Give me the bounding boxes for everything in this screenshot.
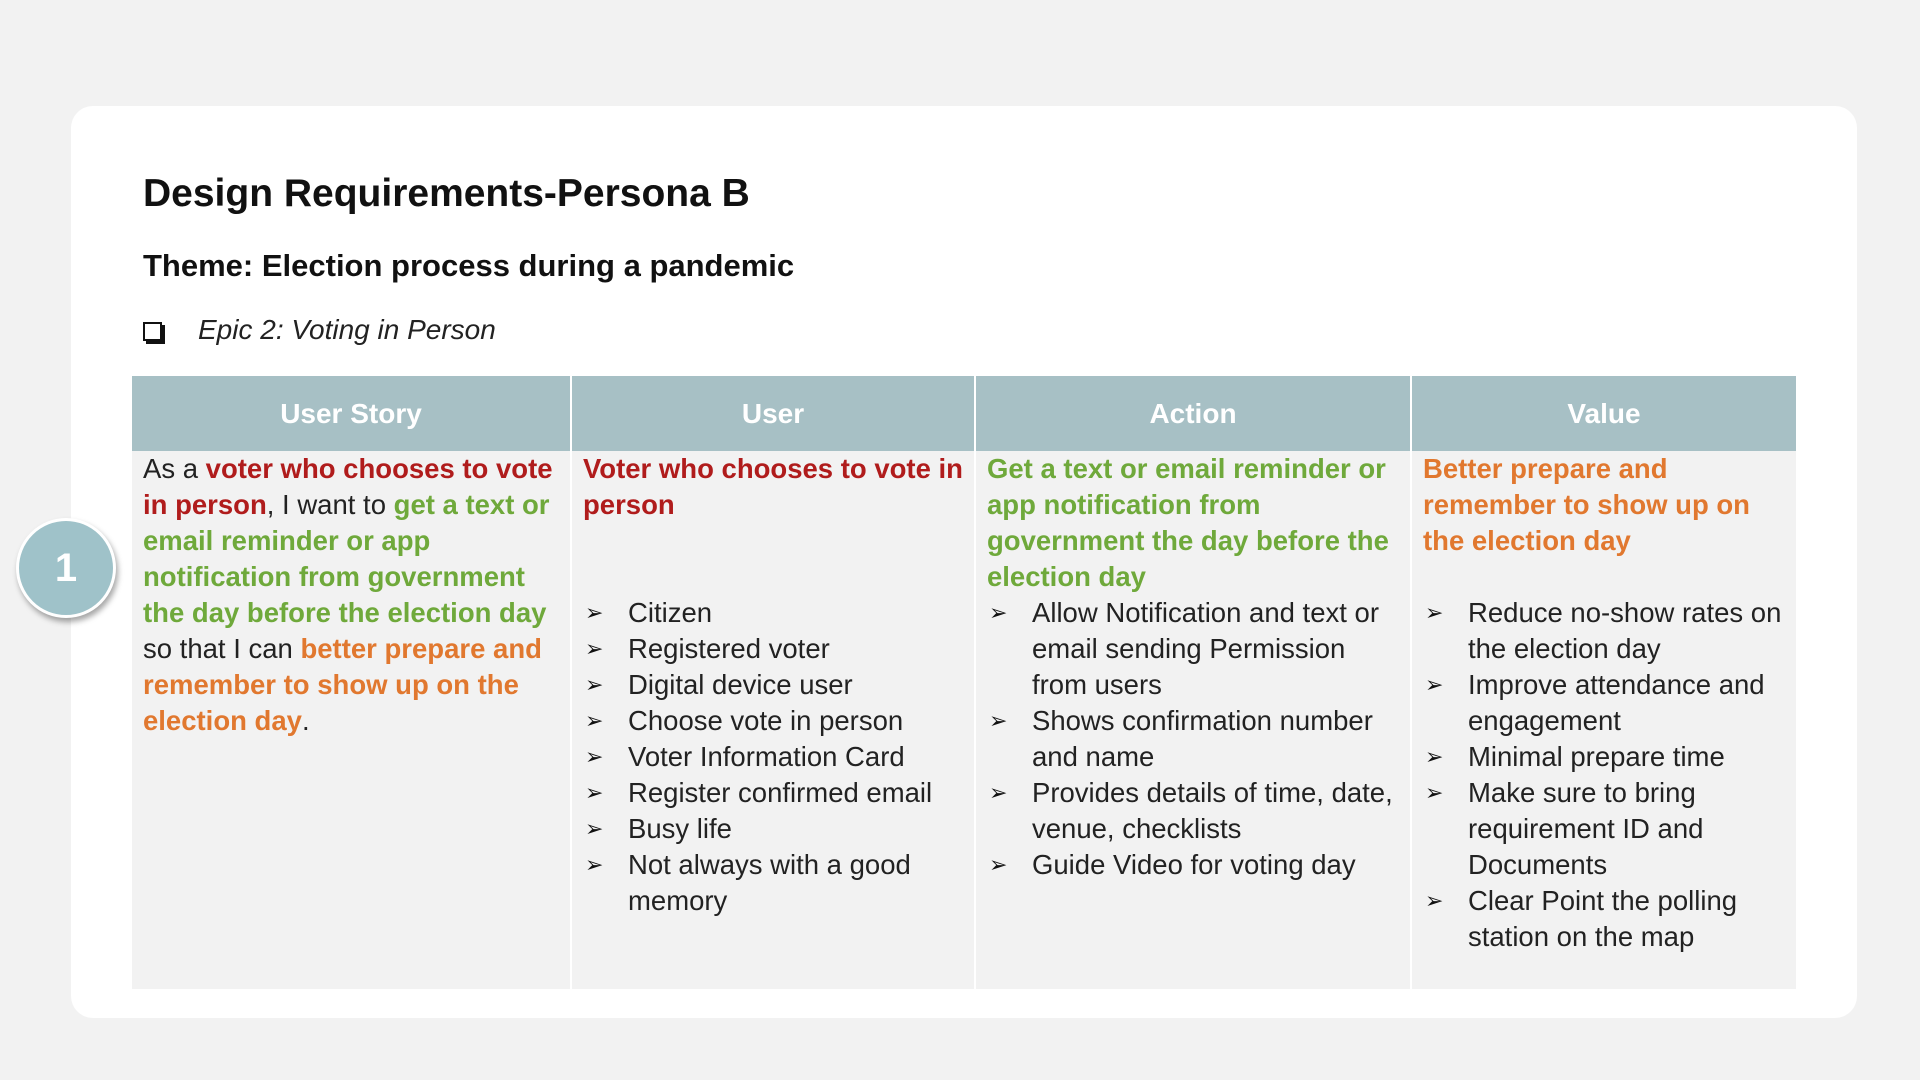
user-story-text <box>143 451 560 739</box>
header-user: User <box>572 376 974 451</box>
list-item: ➢ Citizen <box>583 595 964 631</box>
list-item: ➢ Digital device user <box>583 667 964 703</box>
list-item: ➢ Clear Point the polling station on the map <box>1425 885 1738 952</box>
arrow-bullet-icon: ➢ <box>585 708 604 733</box>
cell-value <box>1412 451 1796 989</box>
arrow-bullet-icon: ➢ <box>989 708 1008 733</box>
theme-heading: Theme: Election process during a pandemic <box>143 248 795 283</box>
value-lead: Better prepare and remember to show up on the election day <box>1423 453 1750 556</box>
arrow-bullet-icon: ➢ <box>1425 672 1444 697</box>
arrow-bullet-icon: ➢ <box>585 600 604 625</box>
story-part-so-that: so that I can <box>143 633 301 664</box>
cell-user-story <box>132 451 570 989</box>
action-list <box>987 595 1400 883</box>
arrow-bullet-icon: ➢ <box>585 744 604 769</box>
story-part-who: voter who chooses to vote in person <box>143 453 553 520</box>
epic-line <box>143 314 496 346</box>
header-value: Value <box>1412 376 1796 451</box>
step-number-badge: 1 <box>16 518 116 618</box>
list-item: ➢ Improve attendance and engagement <box>1425 669 1765 736</box>
arrow-bullet-icon: ➢ <box>585 636 604 661</box>
user-lead: Voter who chooses to vote in person <box>583 453 963 520</box>
list-item: ➢ Allow Notification and text or email sending Permission from users <box>989 597 1379 700</box>
arrow-bullet-icon: ➢ <box>989 780 1008 805</box>
list-item: ➢ Provides details of time, date, venue, checklists <box>989 777 1393 844</box>
list-item: ➢ Shows confirmation number and name <box>989 705 1373 772</box>
column-action <box>976 376 1410 989</box>
arrow-bullet-icon: ➢ <box>585 780 604 805</box>
cell-action <box>976 451 1410 989</box>
list-item: ➢ Voter Information Card <box>583 739 964 775</box>
arrow-bullet-icon: ➢ <box>1425 888 1444 913</box>
list-item: ➢ Register confirmed email <box>583 775 964 811</box>
arrow-bullet-icon: ➢ <box>1425 744 1444 769</box>
header-user-story: User Story <box>132 376 570 451</box>
list-item: ➢ Guide Video for voting day <box>987 847 1400 883</box>
list-item: ➢ Not always with a good memory <box>585 849 911 916</box>
list-item: ➢ Busy life <box>583 811 964 847</box>
requirements-table <box>132 376 1796 989</box>
arrow-bullet-icon: ➢ <box>989 600 1008 625</box>
column-user <box>572 376 974 989</box>
user-list <box>583 595 964 919</box>
header-action: Action <box>976 376 1410 451</box>
arrow-bullet-icon: ➢ <box>1425 600 1444 625</box>
arrow-bullet-icon: ➢ <box>585 852 604 877</box>
story-part-i-want: , I want to <box>266 489 394 520</box>
list-item: ➢ Registered voter <box>583 631 964 667</box>
arrow-bullet-icon: ➢ <box>585 816 604 841</box>
story-part-period: . <box>301 705 310 736</box>
arrow-bullet-icon: ➢ <box>989 852 1008 877</box>
column-value <box>1412 376 1796 989</box>
list-item: ➢ Choose vote in person <box>583 703 964 739</box>
story-part-why: better prepare and remember to show up on the election day <box>143 633 542 736</box>
cell-user <box>572 451 974 989</box>
story-part-what: get a text or email reminder or app notification from government the day before the election day <box>143 489 550 628</box>
arrow-bullet-icon: ➢ <box>1425 780 1444 805</box>
list-item: ➢ Reduce no-show rates on the election day <box>1425 597 1782 664</box>
story-part-as-a: As a <box>143 453 206 484</box>
list-item: ➢ Make sure to bring requirement ID and Documents <box>1425 777 1704 880</box>
checkbox-bullet-icon <box>143 322 162 341</box>
list-item: ➢ Minimal prepare time <box>1423 739 1786 775</box>
arrow-bullet-icon: ➢ <box>585 672 604 697</box>
value-list <box>1423 595 1786 955</box>
slide-title: Design Requirements-Persona B <box>143 172 750 215</box>
epic-label: Epic 2: Voting in Person <box>198 314 496 345</box>
column-user-story <box>132 376 570 989</box>
action-lead: Get a text or email reminder or app notification from government the day before the election day <box>987 453 1389 592</box>
